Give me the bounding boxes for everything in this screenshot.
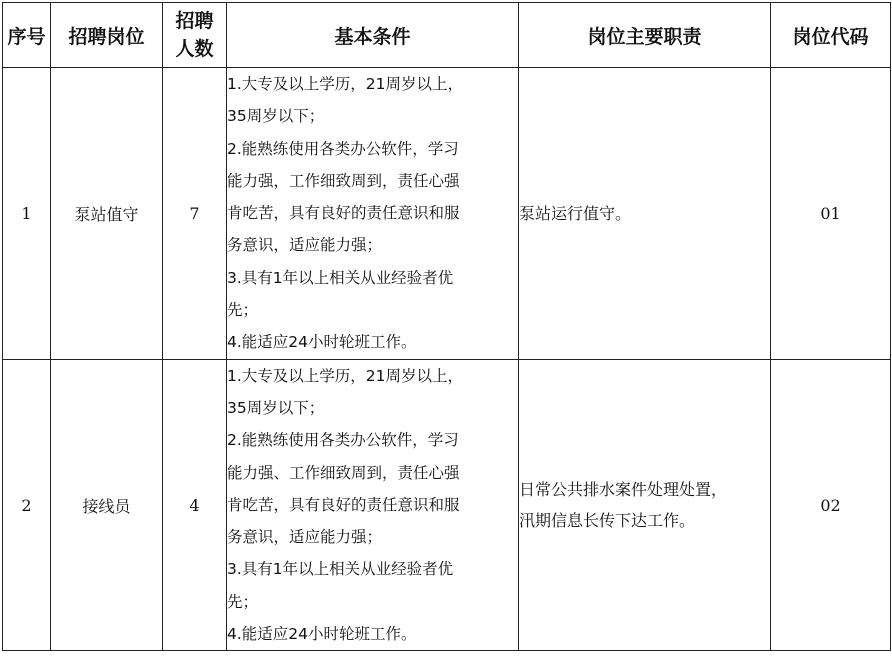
condition-line: 35周岁以下； bbox=[227, 107, 325, 126]
condition-line: 2.能熟练使用各类办公软件，学习 bbox=[227, 139, 459, 158]
condition-line: 1.大专及以上学历，21周岁以上， bbox=[227, 366, 464, 385]
condition-line: 先； bbox=[227, 301, 259, 320]
header-conditions: 基本条件 bbox=[227, 3, 519, 68]
cell-conditions bbox=[227, 68, 519, 360]
condition-line: 4.能适应24小时轮班工作。 bbox=[227, 333, 417, 352]
cell-duties bbox=[519, 359, 771, 651]
recruitment-table bbox=[2, 2, 891, 651]
header-duties: 岗位主要职责 bbox=[519, 3, 771, 68]
header-count bbox=[163, 3, 227, 68]
header-row bbox=[3, 3, 891, 68]
cell-code: 02 bbox=[771, 359, 891, 651]
cell-position: 泵站值守 bbox=[51, 68, 163, 360]
header-count-line1: 招聘 bbox=[175, 10, 214, 32]
condition-line: 能力强，工作细致周到，责任心强 bbox=[227, 171, 460, 190]
condition-line: 务意识，适应能力强； bbox=[227, 236, 383, 255]
condition-line: 3.具有1年以上相关从业经验者优 bbox=[227, 560, 454, 579]
header-count-line2: 人数 bbox=[175, 38, 214, 60]
cell-code: 01 bbox=[771, 68, 891, 360]
duty-line: 汛期信息长传下达工作。 bbox=[519, 511, 696, 530]
condition-line: 肯吃苦，具有良好的责任意识和服 bbox=[227, 204, 460, 223]
condition-line: 4.能适应24小时轮班工作。 bbox=[227, 625, 417, 644]
header-seq: 序号 bbox=[3, 3, 51, 68]
condition-line: 先； bbox=[227, 592, 259, 611]
condition-line: 3.具有1年以上相关从业经验者优 bbox=[227, 268, 454, 287]
cell-position: 接线员 bbox=[51, 359, 163, 651]
header-code: 岗位代码 bbox=[771, 3, 891, 68]
duty-line: 日常公共排水案件处理处置， bbox=[519, 480, 728, 499]
condition-line: 务意识，适应能力强； bbox=[227, 528, 383, 547]
table-row bbox=[3, 68, 891, 360]
condition-line: 能力强、工作细致周到，责任心强 bbox=[227, 463, 460, 482]
condition-line: 1.大专及以上学历，21周岁以上， bbox=[227, 75, 464, 93]
cell-count: 7 bbox=[163, 68, 227, 360]
duty-line: 泵站运行值守。 bbox=[519, 203, 632, 223]
cell-count: 4 bbox=[163, 359, 227, 651]
cell-duties bbox=[519, 68, 771, 360]
cell-conditions bbox=[227, 359, 519, 651]
cell-seq: 2 bbox=[3, 359, 51, 651]
header-position: 招聘岗位 bbox=[51, 3, 163, 68]
cell-seq: 1 bbox=[3, 68, 51, 360]
condition-line: 肯吃苦，具有良好的责任意识和服 bbox=[227, 495, 460, 514]
table-row bbox=[3, 359, 891, 651]
condition-line: 2.能熟练使用各类办公软件，学习 bbox=[227, 431, 459, 450]
condition-line: 35周岁以下； bbox=[227, 398, 325, 417]
